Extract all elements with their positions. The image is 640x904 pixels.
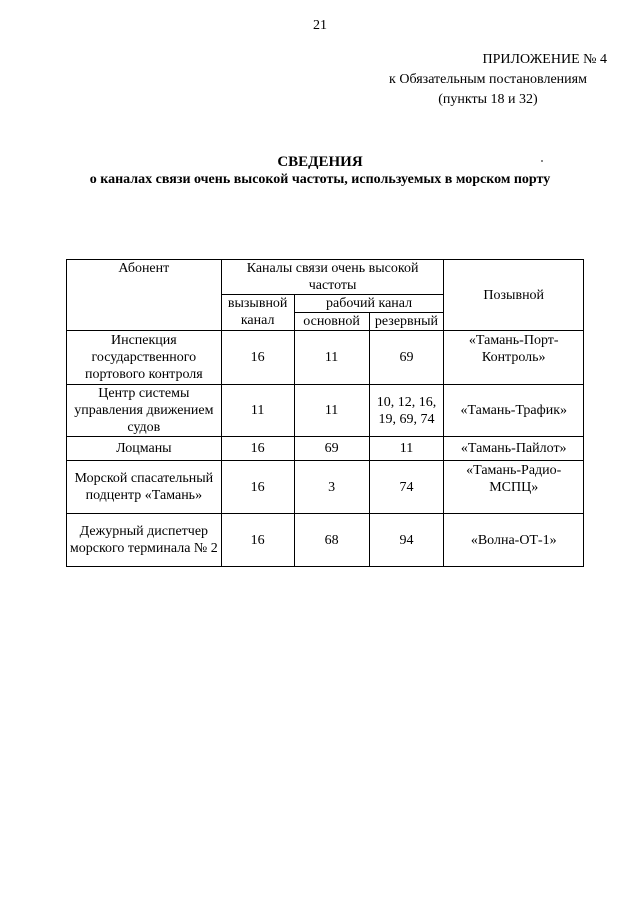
table-row — [67, 461, 584, 514]
header-working-channel: рабочий канал — [294, 295, 444, 313]
appendix-points: (пункты 18 и 32) — [438, 92, 538, 107]
cell-calling: 16 — [221, 514, 294, 567]
cell-calling: 11 — [221, 385, 294, 437]
cell-callsign: «Тамань-Трафик» — [444, 385, 584, 437]
cell-reserve: 94 — [369, 514, 444, 567]
header-subscriber: Абонент — [67, 260, 222, 331]
cell-calling: 16 — [221, 461, 294, 514]
cell-reserve: 74 — [369, 461, 444, 514]
cell-reserve: 69 — [369, 331, 444, 385]
cell-subscriber: Лоцманы — [67, 437, 222, 461]
cell-reserve: 11 — [369, 437, 444, 461]
cell-calling: 16 — [221, 437, 294, 461]
header-channels: Каналы связи очень высокой частоты — [221, 260, 444, 295]
document-subtitle: о каналах связи очень высокой частоты, используемых в морском порту — [89, 172, 551, 187]
cell-callsign: «Тамань-Радио-МСПЦ» — [444, 461, 584, 514]
cell-main: 68 — [294, 514, 369, 567]
cell-subscriber: Морской спасательный подцентр «Тамань» — [67, 461, 222, 514]
cell-subscriber: Инспекция государственного портового контроля — [67, 331, 222, 385]
table-row — [67, 331, 584, 385]
document-title: СВЕДЕНИЯ — [277, 154, 363, 170]
table-row — [67, 437, 584, 461]
cell-main: 11 — [294, 385, 369, 437]
appendix-reference: к Обязательным постановлениям — [389, 72, 587, 87]
appendix-header — [368, 50, 608, 110]
cell-main: 11 — [294, 331, 369, 385]
cell-callsign: «Тамань-Порт-Контроль» — [444, 331, 584, 385]
cell-main: 69 — [294, 437, 369, 461]
table-row — [67, 514, 584, 567]
header-reserve: резервный — [369, 313, 444, 331]
cell-callsign: «Волна-ОТ-1» — [444, 514, 584, 567]
page-number: 21 — [313, 18, 327, 33]
header-callsign: Позывной — [444, 260, 584, 331]
header-calling-channel: вызывной канал — [221, 295, 294, 331]
cell-calling: 16 — [221, 331, 294, 385]
header-main: основной — [294, 313, 369, 331]
cell-main: 3 — [294, 461, 369, 514]
cell-subscriber: Центр системы управления движением судов — [67, 385, 222, 437]
scan-speck — [541, 160, 543, 162]
cell-subscriber: Дежурный диспетчер морского терминала № 2 — [67, 514, 222, 567]
cell-reserve: 10, 12, 16, 19, 69, 74 — [369, 385, 444, 437]
table-row — [67, 385, 584, 437]
channels-table — [66, 259, 584, 567]
appendix-title: ПРИЛОЖЕНИЕ № 4 — [482, 52, 607, 67]
cell-callsign: «Тамань-Пайлот» — [444, 437, 584, 461]
